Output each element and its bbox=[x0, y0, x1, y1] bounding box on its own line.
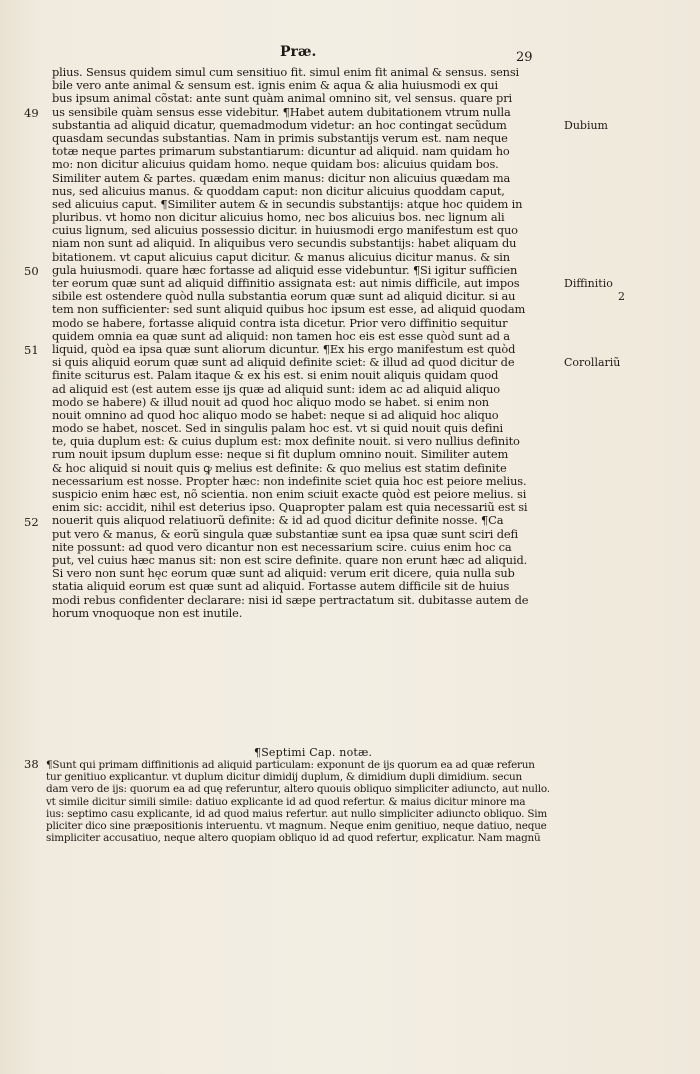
text-line: nouit omnino ad quod hoc aliquo modo se habet: neque si ad aliquid hoc aliquo bbox=[52, 408, 499, 422]
text-line: sed alicuius caput. ¶Similiter autem & in secundis substantijs: atque hoc quidem in bbox=[52, 197, 523, 211]
margin-note: 2 bbox=[618, 290, 625, 304]
text-line: si quis aliquid eorum quæ sunt ad aliquid definite sciet: & illud ad quod dicitur de bbox=[52, 356, 515, 370]
text-line: nus, sed alicuius manus. & quoddam caput: non dicitur alicuius quoddam caput, bbox=[52, 184, 505, 198]
margin-note: Corollariũ bbox=[564, 356, 621, 370]
text-line: ter eorum quæ sunt ad aliquid diffinitio assignata est: aut nimis difficile, aut impos bbox=[52, 277, 520, 290]
text-line: bus ipsum animal cõstat: ante sunt quàm animal omnino sit, vel sensus. quare pri bbox=[52, 92, 512, 106]
text-line: suspicio enim hæc est, nõ scientia. non enim sciuit exacte quòd est peiore melius. si bbox=[52, 488, 527, 501]
text-line: enim sic: accidit, nihil est deterius ipso. Quapropter palam est quia necessariũ est si bbox=[52, 501, 528, 515]
text-line: plius. Sensus quidem simul cum sensitiuo fit. simul enim fit animal & sensus. sensi bbox=[52, 66, 520, 79]
note-line: ius: septimo casu explicante, id ad quod maius refertur. aut nullo simpliciter adiuncto obliquo. Sim bbox=[46, 807, 548, 820]
text-line: quidem omnia ea quæ sunt ad aliquid: non tamen hoc eis est esse quòd sunt ad a bbox=[52, 329, 510, 343]
page-number: 29 bbox=[516, 50, 533, 65]
notes-text bbox=[46, 759, 550, 844]
text-line: niam non sunt ad aliquid. In aliquibus vero secundis substantijs: habet aliquam du bbox=[52, 237, 517, 251]
note-line: vt simile dicitur simili simile: datiuo explicante id ad quod refertur. & maius dicitur minore ma bbox=[46, 795, 526, 808]
line-number: 52 bbox=[24, 514, 39, 529]
text-line: & hoc aliquid si nouit quis ꝙ melius est definite: & quo melius est statim definite bbox=[52, 461, 507, 475]
margin-note: Diffinitio bbox=[564, 277, 613, 291]
text-line: substantia ad aliquid dicatur, quemadmodum videtur: an hoc contingat secũdum bbox=[52, 118, 507, 132]
text-line: necessarium est nosse. Propter hæc: non indefinite sciet quia hoc est peiore melius. bbox=[52, 474, 527, 488]
text-line: bile vero ante animal & sensum est. ignis enim & aqua & alia huiusmodi ex qui bbox=[52, 79, 499, 93]
text-line: tem non sufficienter: sed sunt aliquid quibus hoc ipsum est esse, ad aliquid quodam bbox=[52, 303, 526, 317]
text-line: modo se habet, noscet. Sed in singulis palam hoc est. vt si quid nouit quis defini bbox=[52, 422, 503, 436]
text-line: modo se habere) & illud nouit ad quod hoc aliquo modo se habet. si enim non bbox=[52, 395, 489, 409]
text-line: Similiter autem & partes. quædam enim manus: dicitur non alicuius quædam ma bbox=[52, 171, 511, 185]
text-line: put vero & manus, & eorũ singula quæ substantiæ sunt ea ipsa quæ sunt sciri defi bbox=[52, 527, 519, 541]
text-line: ad aliquid est (est autem esse ijs quæ ad aliquid sunt: idem ac ad aliquid aliquo bbox=[52, 382, 501, 396]
running-header: Præ. bbox=[280, 44, 317, 60]
text-line: gula huiusmodi. quare hæc fortasse ad aliquid esse videbuntur. ¶Si igitur sufficien bbox=[52, 263, 518, 277]
text-line: nite possunt: ad quod vero dicantur non est necessarium scire. cuius enim hoc ca bbox=[52, 540, 512, 554]
margin-note: Dubium bbox=[564, 118, 608, 132]
text-line: mo: non dicitur alicuius quidam homo. neque quidam bos: alicuius quidam bos. bbox=[52, 158, 499, 172]
text-line: cuius lignum, sed alicuius possessio dicitur. in huiusmodi ergo manifestum est quo bbox=[52, 224, 518, 238]
text-line: bitationem. vt caput alicuius caput dicitur. & manus alicuius dicitur manus. & sin bbox=[52, 250, 510, 264]
text-line: horum vnoquoque non est inutile. bbox=[52, 606, 243, 620]
text-line: modo se habere, fortasse aliquid contra ista dicetur. Prior vero diffinitio sequitur bbox=[52, 316, 508, 330]
text-line: statia aliquid eorum est quæ sunt ad aliquid. Fortasse autem difficile sit de huius bbox=[52, 580, 510, 594]
text-line: put, vel cuius hæc manus sit: non est scire definite. quare non erunt hæc ad aliquid. bbox=[52, 553, 528, 567]
text-line: pluribus. vt homo non dicitur alicuius homo, nec bos alicuius bos. nec lignum ali bbox=[52, 211, 505, 225]
note-line: dam vero de ijs: quorum ea ad quę referuntur, altero quouis obliquo simpliciter adiuncto, aut nullo. bbox=[46, 783, 550, 796]
line-number: 51 bbox=[24, 343, 39, 358]
text-line: us sensibile quàm sensus esse videbitur. ¶Habet autem dubitationem vtrum nulla bbox=[52, 105, 511, 119]
text-line: totæ neque partes primarum substantiarum: dicuntur ad aliquid. nam quidam ho bbox=[52, 145, 510, 159]
text-line: liquid, quòd ea ipsa quæ sunt aliorum dicuntur. ¶Ex his ergo manifestum est quòd bbox=[52, 342, 516, 356]
note-line: tur genitiuo explicantur. vt duplum dicitur dimidij duplum, & dimidium dupli dimidium. secun bbox=[46, 771, 522, 784]
text-line: finite sciturus est. Palam itaque & ex his est. si enim nouit aliquis quidam quod bbox=[52, 369, 499, 383]
note-line: ¶Sunt qui primam diffinitionis ad aliquid particulam: exponunt de ijs quorum ea ad quæ referun bbox=[46, 759, 535, 771]
notes-title: ¶Septimi Cap. notæ. bbox=[254, 746, 373, 759]
note-line: simpliciter accusatiuo, neque altero quopiam obliquo id ad quod refertur, explicatur. Nam magnũ bbox=[46, 832, 541, 845]
text-line: te, quia duplum est: & cuius duplum est: mox definite nouit. si vero nullius definito bbox=[52, 435, 520, 449]
text-line: modi rebus confidenter declarare: nisi id sæpe pertractatum sit. dubitasse autem de bbox=[52, 593, 529, 607]
line-number: 50 bbox=[24, 264, 39, 278]
main-text bbox=[52, 66, 550, 620]
text-line: Si vero non sunt hęc eorum quæ sunt ad aliquid: verum erit dicere, quia nulla sub bbox=[52, 567, 515, 581]
note-line: pliciter dico sine præpositionis interuentu. vt magnum. Neque enim genitiuo, neque datiuo, neque bbox=[46, 819, 547, 832]
notes-number: 38 bbox=[24, 757, 39, 771]
text-line: nouerit quis aliquod relatiuorũ definite: & id ad quod dicitur definite nosse. ¶Ca bbox=[52, 514, 504, 528]
line-number: 49 bbox=[24, 105, 39, 120]
text-line: sibile est ostendere quòd nulla substantia eorum quæ sunt ad aliquid dicitur. si au bbox=[52, 290, 516, 304]
text-line: rum nouit ipsum duplum esse: neque si fit duplum omnino nouit. Similiter autem bbox=[52, 448, 509, 462]
text-line: quasdam secundas substantias. Nam in primis substantijs verum est. nam neque bbox=[52, 131, 508, 145]
